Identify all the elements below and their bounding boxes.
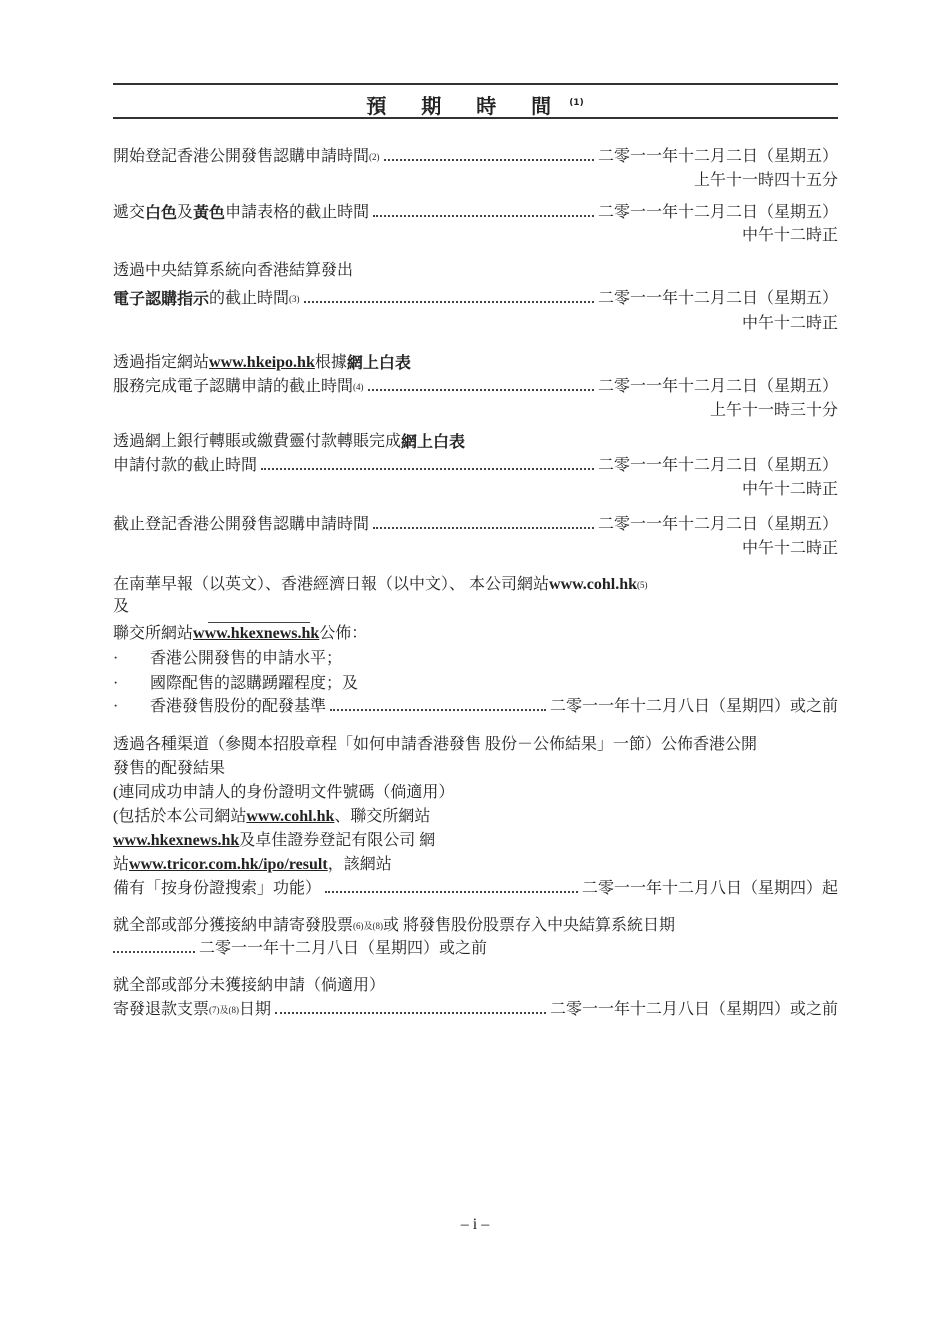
text: 及 bbox=[113, 598, 130, 615]
title-rule bbox=[113, 117, 838, 119]
dot-leader bbox=[368, 375, 594, 391]
text: 二零一一年十二月二日（星期五） bbox=[597, 290, 838, 307]
text: 的截止時間 bbox=[209, 290, 290, 307]
text: 香港公開發售的申請水平； bbox=[150, 650, 343, 667]
row-share-certificates bbox=[113, 914, 838, 938]
text: 中午十二時正 bbox=[741, 315, 838, 332]
page-number: – i – bbox=[460, 1216, 490, 1233]
text: 二零一一年十二月八日（星期四）起 bbox=[581, 880, 838, 897]
row-ccass bbox=[113, 259, 838, 283]
text: (7)及(8) bbox=[209, 1005, 240, 1015]
dot-leader bbox=[275, 998, 546, 1014]
text: 透過中央結算系統向香港結算發出 bbox=[113, 262, 354, 279]
dot-leader bbox=[330, 695, 546, 711]
text: 日期 bbox=[239, 1001, 272, 1018]
page-title: 預 期 時 間 $^{(1)}$ bbox=[366, 94, 584, 118]
text: (2) bbox=[369, 152, 380, 162]
dot-leader bbox=[373, 513, 594, 529]
text: (3) bbox=[289, 294, 300, 304]
text: 公佈： bbox=[319, 625, 368, 642]
text: 透過各種渠道（參閱本招股章程「如何申請香港發售 股份－公佈結果」一節）公佈香港公開 bbox=[113, 736, 758, 753]
text: 根據 bbox=[314, 354, 347, 371]
text: 聯交所網站 bbox=[113, 625, 194, 642]
text: 申請表格的截止時間 bbox=[225, 204, 370, 221]
row-hkeipo bbox=[113, 351, 838, 375]
tricor-link[interactable]: www.tricor.com.hk/ipo/result bbox=[129, 856, 328, 873]
hkexnews-link[interactable]: www.hkexnews.hk bbox=[113, 832, 240, 849]
top-rule bbox=[113, 83, 838, 85]
row-announcement bbox=[113, 573, 838, 597]
text: 站 bbox=[113, 856, 130, 873]
list-item bbox=[113, 672, 838, 696]
dot-leader bbox=[384, 145, 594, 161]
row-form-deadline bbox=[113, 201, 838, 225]
dot-leader bbox=[261, 454, 594, 470]
row-results bbox=[113, 733, 838, 757]
hkexnews-link[interactable]: www.hkexnews.hk bbox=[193, 625, 320, 642]
text: · bbox=[113, 698, 119, 715]
dot-leader bbox=[373, 201, 594, 217]
text: (包括於本公司網站 bbox=[113, 808, 247, 825]
text: 二零一一年十二月二日（星期五） bbox=[597, 457, 838, 474]
text: (6)及(8) bbox=[353, 921, 384, 931]
text: 遞交 bbox=[113, 204, 146, 221]
dot-leader bbox=[304, 287, 594, 303]
text: 黃色 bbox=[193, 203, 226, 222]
cohl-link[interactable]: www.cohl.hk bbox=[549, 576, 638, 593]
text: 申請付款的截止時間 bbox=[113, 457, 258, 474]
row-close-registration bbox=[113, 513, 838, 537]
text: ，該網站 bbox=[327, 856, 392, 873]
text: 就全部或部分獲接納申請寄發股票 bbox=[113, 917, 354, 934]
text: 中午十二時正 bbox=[741, 227, 838, 244]
text: 及卓佳證券登記有限公司 網 bbox=[239, 832, 436, 849]
text: 白色 bbox=[145, 203, 178, 222]
text: · bbox=[113, 650, 119, 667]
text: 及 bbox=[177, 204, 194, 221]
cohl-link[interactable]: www.cohl.hk bbox=[246, 808, 335, 825]
text: 二零一一年十二月八日（星期四）或之前 bbox=[549, 698, 838, 715]
text: 服務完成電子認購申請的截止時間 bbox=[113, 378, 354, 395]
text: (連同成功申請人的身份證明文件號碼（倘適用） bbox=[113, 784, 455, 801]
row-start-registration bbox=[113, 145, 838, 169]
list-item bbox=[113, 647, 838, 671]
text: 二零一一年十二月二日（星期五） bbox=[597, 516, 838, 533]
text: 二零一一年十二月八日（星期四）或之前 bbox=[549, 1001, 838, 1018]
text: 上午十一時四十五分 bbox=[693, 172, 838, 189]
text: (4) bbox=[353, 382, 364, 392]
text: 二零一一年十二月二日（星期五） bbox=[597, 204, 838, 221]
text: 備有「按身份證搜索」功能） bbox=[113, 880, 322, 897]
text: 國際配售的認購踴躍程度；及 bbox=[150, 675, 359, 692]
text: 透過指定網站 bbox=[113, 354, 210, 371]
text: 、聯交所網站 bbox=[334, 808, 431, 825]
text: 香港發售股份的配發基準 bbox=[150, 698, 327, 715]
text: 二零一一年十二月二日（星期五） bbox=[597, 148, 838, 165]
text: 網上白表 bbox=[346, 353, 411, 372]
text: 透過網上銀行轉賬或繳費靈付款轉賬完成 bbox=[113, 433, 402, 450]
hkeipo-link[interactable]: www.hkeipo.hk bbox=[209, 354, 315, 371]
text: 上午十一時三十分 bbox=[709, 402, 838, 419]
text: 發售的配發結果 bbox=[113, 760, 226, 777]
text: 二零一一年十二月二日（星期五） bbox=[597, 378, 838, 395]
text: 二零一一年十二月八日（星期四）或之前 bbox=[199, 940, 488, 957]
text: 寄發退款支票 bbox=[113, 1001, 210, 1018]
text: 截止登記香港公開發售認購申請時間 bbox=[113, 516, 370, 533]
dot-leader bbox=[113, 937, 195, 953]
row-payment bbox=[113, 430, 838, 454]
row-refund bbox=[113, 974, 838, 998]
text: 網上白表 bbox=[401, 432, 466, 451]
text: (5) bbox=[637, 580, 648, 590]
text: 中午十二時正 bbox=[741, 540, 838, 557]
text: 或 將發售股份股票存入中央結算系統日期 bbox=[383, 917, 676, 934]
text: 電子認購指示 bbox=[113, 289, 210, 308]
text: · bbox=[113, 675, 119, 692]
dot-leader bbox=[325, 877, 578, 893]
text: 開始登記香港公開發售認購申請時間 bbox=[113, 148, 370, 165]
text: 在南華早報（以英文）、香港經濟日報（以中文）、 本公司網站 bbox=[113, 576, 550, 593]
list-item bbox=[113, 695, 838, 719]
text: 就全部或部分未獲接納申請（倘適用） bbox=[113, 977, 386, 994]
text: 中午十二時正 bbox=[741, 481, 838, 498]
